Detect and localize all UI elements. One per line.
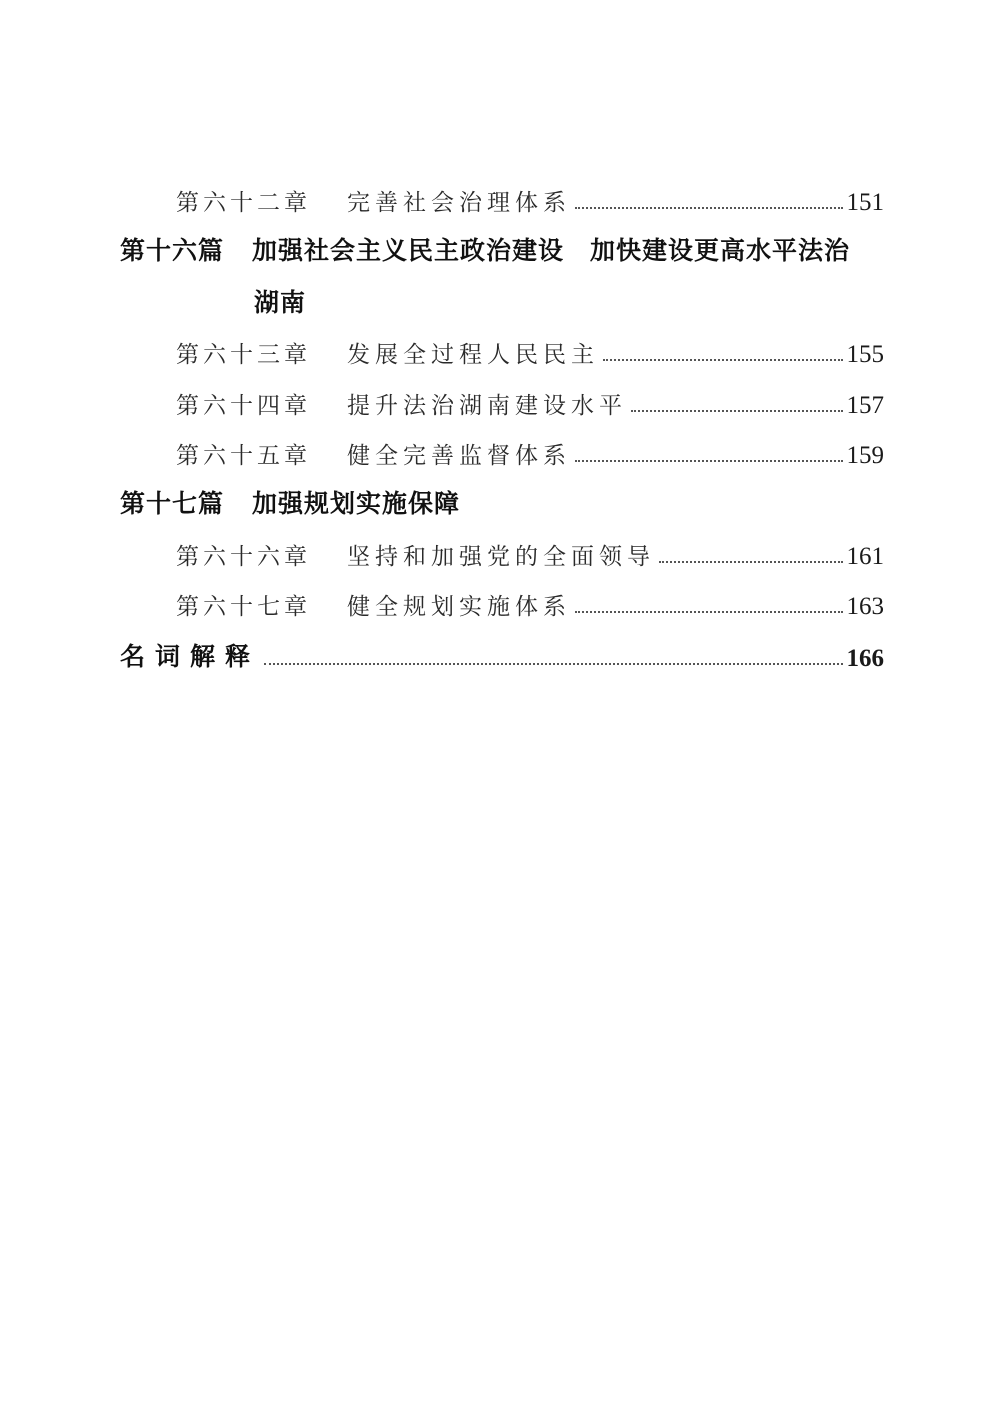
toc-part-17[interactable] — [120, 470, 884, 520]
page-number: 159 — [846, 442, 884, 469]
toc-chapter-65[interactable] — [120, 420, 884, 471]
chapter-title: 健全规划实施体系 — [347, 594, 571, 620]
part-title-continued: 湖南 — [254, 287, 307, 317]
dot-leader — [264, 663, 842, 665]
part-title: 加强规划实施保障 — [252, 489, 461, 518]
part-title: 加强社会主义民主政治建设 加快建设更高水平法治 — [252, 235, 851, 265]
chapter-number: 第六十五章 — [176, 443, 311, 469]
chapter-number: 第六十六章 — [176, 543, 311, 570]
dot-leader — [575, 207, 843, 209]
dot-leader — [631, 410, 843, 412]
dot-leader — [659, 561, 843, 563]
part-number: 第十七篇 — [120, 489, 225, 518]
toc-chapter-63[interactable] — [120, 319, 884, 370]
page-number: 161 — [846, 542, 884, 570]
toc-glossary[interactable] — [120, 621, 884, 673]
chapter-number: 第六十三章 — [176, 342, 311, 368]
dot-leader — [603, 359, 843, 361]
dot-leader — [575, 460, 843, 462]
toc-part-16-continued[interactable] — [120, 267, 884, 319]
glossary-title: 名词解释 — [120, 642, 261, 671]
toc-chapter-64[interactable] — [120, 369, 884, 420]
chapter-title: 健全完善监督体系 — [347, 443, 571, 469]
chapter-title: 提升法治湖南建设水平 — [347, 392, 627, 419]
dot-leader — [575, 611, 843, 613]
chapter-title: 坚持和加强党的全面领导 — [347, 543, 655, 570]
page-number: 157 — [846, 391, 884, 419]
toc-chapter-66[interactable] — [120, 520, 884, 571]
part-number: 第十六篇 — [120, 235, 225, 265]
toc-chapter-62[interactable] — [120, 166, 884, 217]
page-number: 166 — [846, 645, 884, 672]
toc-chapter-67[interactable] — [120, 571, 884, 622]
chapter-number: 第六十七章 — [176, 594, 311, 620]
page-number: 163 — [846, 593, 884, 620]
chapter-title: 完善社会治理体系 — [347, 189, 571, 216]
table-of-contents — [120, 166, 884, 673]
chapter-title: 发展全过程人民民主 — [347, 342, 599, 368]
chapter-number: 第六十二章 — [176, 189, 311, 216]
page-number: 155 — [846, 341, 884, 368]
toc-part-16[interactable] — [120, 217, 884, 267]
chapter-number: 第六十四章 — [176, 392, 311, 419]
page-number: 151 — [846, 188, 884, 216]
